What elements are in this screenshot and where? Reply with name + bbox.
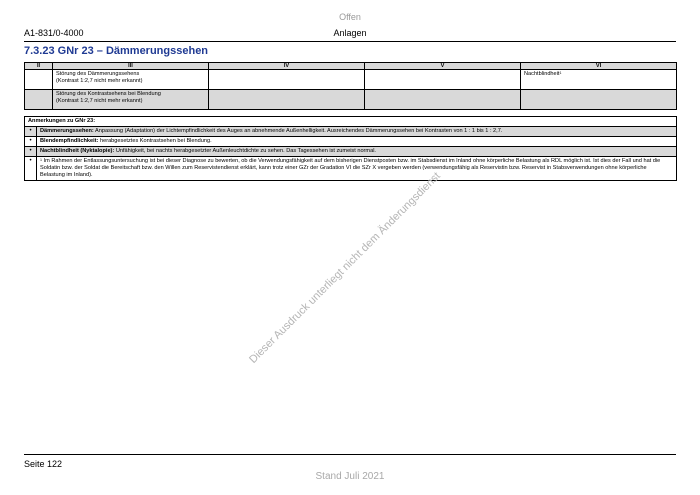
cell-text: Nachtblindheit bbox=[524, 71, 560, 77]
column-header-iii: III bbox=[53, 63, 209, 70]
bullet-icon: • bbox=[29, 128, 32, 134]
page-number: Seite 122 bbox=[24, 459, 63, 469]
table-row bbox=[25, 70, 677, 90]
note-description: Anpassung (Adaptation) der Lichtempfindlichkeit des Auges an abnehmende Außenhelligkeit. Ausreichendes Dämmerungssehen bei Kontrasten von 1 : 1 bis 1 : 2,7. bbox=[93, 128, 503, 134]
classification-table bbox=[24, 62, 677, 110]
cell-ii bbox=[25, 70, 53, 90]
stand-date: Stand Juli 2021 bbox=[315, 471, 385, 482]
note-description: Unfähigkeit, bei nachts herabgesetzter Außenleuchtdichte zu sehen. Das Tagessehen ist zumeist normal. bbox=[114, 148, 376, 154]
note-text bbox=[37, 147, 677, 157]
note-description: herabgesetztes Kontrastsehen bei Blendung. bbox=[98, 138, 212, 144]
cell-v bbox=[365, 90, 521, 110]
cell-ii bbox=[25, 90, 53, 110]
list-item bbox=[25, 127, 677, 137]
column-header-v: V bbox=[365, 63, 521, 70]
note-term: Dämmerungssehen: bbox=[40, 128, 94, 134]
cell-text: (Kontrast 1:2,7 nicht mehr erkannt) bbox=[56, 78, 143, 84]
cell-text: Störung des Dämmerungssehens bbox=[56, 71, 140, 77]
bullet-icon: • bbox=[29, 148, 32, 154]
footnote-marker: 1 bbox=[559, 71, 562, 75]
cell-text: (Kontrast 1:2,7 nicht mehr erkannt) bbox=[56, 98, 143, 104]
cell-vi bbox=[521, 70, 677, 90]
section-heading: 7.3.23 GNr 23 – Dämmerungssehen bbox=[24, 45, 209, 57]
note-term: Blendempfindlichkeit: bbox=[40, 138, 99, 144]
bullet-cell bbox=[25, 137, 37, 147]
cell-iii bbox=[53, 90, 209, 110]
notes-table bbox=[24, 116, 677, 181]
header-divider bbox=[24, 41, 676, 42]
document-id: A1-831/0-4000 bbox=[24, 28, 84, 38]
notes-title: Anmerkungen zu GNr 23: bbox=[25, 117, 677, 127]
bullet-cell bbox=[25, 157, 37, 181]
cell-vi bbox=[521, 90, 677, 110]
footer-divider bbox=[24, 454, 676, 455]
bullet-icon: • bbox=[29, 158, 32, 164]
classification-label: Offen bbox=[339, 12, 361, 22]
list-item bbox=[25, 137, 677, 147]
cell-v bbox=[365, 70, 521, 90]
footnote-marker: 1 bbox=[40, 158, 42, 162]
note-text bbox=[37, 157, 677, 181]
footnote-text: Im Rahmen der Entlassungsuntersuchung ist bei dieser Diagnose zu bewerten, ob die Verwendungsfähigkeit auf dem bisherigen Dienstposten bzw. im Stabsdienst im Inland ohne körperliche Belastung als RDL möglich ist. Ist dies der Fall und hat die Soldatin bzw. der Soldat die Bereitschaft bzw. den Willen zum Reservistendienst erklärt, kann trotz einer GZr der Gradation VI die SZr X vergeben werden (verwendungsfähig als Reservistin bzw. Reservist in Stabsverwendungen ohne körperliche Belastung im Inland). bbox=[40, 158, 661, 178]
note-text bbox=[37, 127, 677, 137]
list-item bbox=[25, 157, 677, 181]
cell-text: Störung des Kontrastsehens bei Blendung bbox=[56, 91, 161, 97]
bullet-icon: • bbox=[29, 138, 32, 144]
note-term: Nachtblindheit (Nyktalopie): bbox=[40, 148, 115, 154]
bullet-cell bbox=[25, 127, 37, 137]
column-header-ii: II bbox=[25, 63, 53, 70]
watermark-text: Dieser Ausdruck unterliegt nicht dem Änderungsdienst bbox=[247, 170, 443, 366]
note-text bbox=[37, 137, 677, 147]
column-header-iv: IV bbox=[209, 63, 365, 70]
cell-iv bbox=[209, 70, 365, 90]
cell-iv bbox=[209, 90, 365, 110]
column-header-vi: VI bbox=[521, 63, 677, 70]
document-section: Anlagen bbox=[333, 28, 367, 38]
notes-title-row bbox=[25, 117, 677, 127]
cell-iii bbox=[53, 70, 209, 90]
table-row bbox=[25, 90, 677, 110]
list-item bbox=[25, 147, 677, 157]
bullet-cell bbox=[25, 147, 37, 157]
table-header-row bbox=[25, 63, 677, 70]
